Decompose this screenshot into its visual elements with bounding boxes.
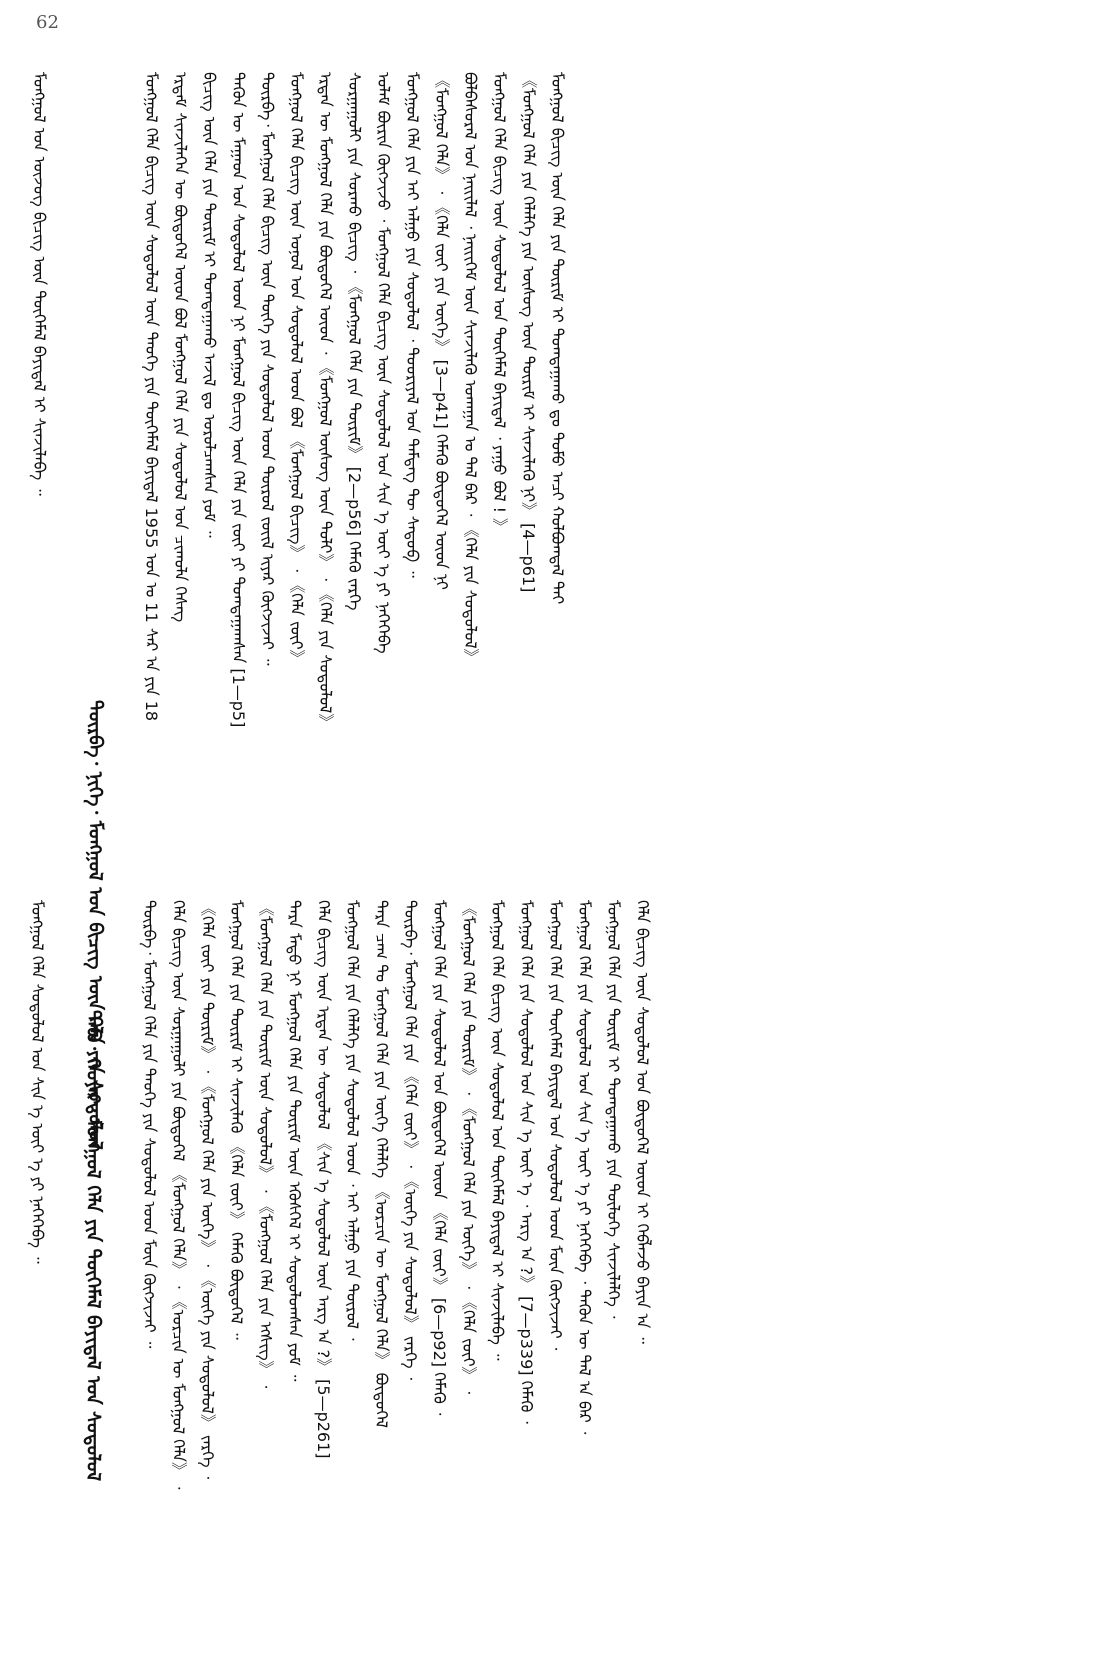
text-line: ᠮᠣᠩᠭᠣᠯ ᠬᠡᠯᠡ ᠶᠢᠨ ᠳᠦᠷᠢᠮ ᠢ ᠲᠣᠭᠲᠠᠭᠠᠬᠤ ᠶᠢᠨ ᠲᠦᠯᠦᠭᠡ ᠰᠢᠨᠵᠢᠯᠡᠯᠭᠡ ᠂ bbox=[604, 900, 623, 1319]
page-number: 62 bbox=[36, 12, 59, 33]
text-line: ᠲᠡᠭᠦᠨ ᠦ ᠮᠠᠭᠠᠳ ᠤᠨ ᠰᠤᠳᠤᠯᠤᠯ ᠤᠳ ᠨᠢ ᠮᠣᠩᠭᠣᠯ ᠪᠢᠴᠢᠭ ᠦᠨ ᠬᠡᠯᠡ ᠶᠢᠨ ᠵᠦᠢ ᠶᠢ ᠲᠣᠭᠲᠠᠭᠠᠭᠰᠠᠨ [1—p5] bbox=[229, 72, 248, 728]
text-line: 《ᠮᠣᠩᠭᠣᠯ ᠬᠡᠯᠡ》 ᠂ 《ᠬᠡᠯᠡ ᠵᠦᠢ ᠶᠢᠨ ᠦᠭᠡ》 [3—p41] ᠬᠡᠮᠡᠬᠦ ᠪᠦᠲᠦᠭᠡᠯ ᠦᠳ ᠨᠢ bbox=[432, 72, 451, 590]
text-line: ᠬᠡᠯᠡ ᠪᠢᠴᠢᠭ ᠦᠨ ᠰᠤᠷᠭᠠᠭᠤᠯᠢ ᠶᠢᠨ ᠪᠦᠲᠦᠭᠡᠯ 《ᠮᠣᠩᠭᠣᠯ ᠬᠡᠯᠡ》 ᠂ 《ᠣᠷᠴᠢᠨ ᠦ ᠮᠣᠩᠭᠣᠯ ᠬᠡᠯᠡ》 ᠂ bbox=[169, 900, 188, 1490]
text-line: ᠬᠡᠯᠡ ᠪᠢᠴᠢᠭ ᠦᠨ ᠡᠷᠲᠡᠨ ᠦ ᠰᠤᠳᠤᠯᠤᠯ 《ᠰᠢᠨ ᠡ ᠰᠤᠳᠤᠯᠤᠯ ᠦᠨ ᠠᠷᠭ ᠠ ?》 [5—p261] bbox=[314, 900, 333, 1459]
text-line: ᠳᠦᠷᠪᠡ᠂ ᠮᠣᠩᠭᠣᠯ ᠬᠡᠯᠡ ᠪᠢᠴᠢᠭ ᠦᠨ ᠲᠦᠬᠡ ᠶᠢᠨ ᠰᠤᠳᠤᠯᠤᠯ ᠤᠳ ᠲᠦᠷᠦᠯ ᠵᠦᠢᠯ ᠢᠶᠡᠷ ᠬᠥᠭᠵᠢᠵᠡᠢ ᠃ bbox=[258, 72, 277, 666]
text-line: 《ᠮᠣᠩᠭᠣᠯ ᠬᠡᠯᠡ ᠶᠢᠨ ᠳᠦᠷᠢᠮ ᠦᠨ ᠰᠤᠳᠤᠯᠤᠯ》 ᠂ 《ᠮᠣᠩᠭᠣᠯ ᠬᠡᠯᠡ ᠶᠢᠨ ᠡᠭᠰᠢᠭ》 ᠂ bbox=[256, 900, 275, 1389]
text-line: ᠡᠷᠲᠡᠨ ᠦ ᠮᠣᠩᠭᠣᠯ ᠬᠡᠯᠡ ᠶᠢᠨ ᠪᠦᠲᠦᠭᠡᠯ ᠦᠳ ᠂ 《ᠮᠣᠩᠭᠣᠯ ᠦᠰᠦᠭ ᠦᠨ ᠲᠣᠯᠢ》 ᠂ 《ᠬᠡᠯᠡ ᠶᠢᠨ ᠰᠤᠳᠤᠯᠤᠯ》 bbox=[316, 72, 335, 730]
section-heading: ᠲᠠᠪᠤ᠂ ᠬᠣᠶᠠᠷ᠂ ᠮᠣᠩᠭᠣᠯ ᠬᠡᠯᠡ ᠶᠢᠨ ᠲᠦᠭᠡᠮᠡᠯ ᠪᠠᠶᠢᠳᠠᠯ ᠤᠨ ᠰᠤᠳᠤᠯᠤᠯ bbox=[82, 1010, 104, 1482]
text-line: ᠮᠣᠩᠭᠣᠯ ᠬᠡᠯᠡ ᠪᠢᠴᠢᠭ ᠦᠨ ᠰᠤᠳᠤᠯᠤᠯ ᠦᠨ ᠲᠡᠦᠬᠡ ᠶᠢᠨ ᠲᠦᠭᠡᠮᠡᠯ ᠪᠠᠶᠢᠳᠠᠯ 1955 ᠣᠨ ᠤ 11 ᠰᠠᠷ ᠠ ᠶᠢᠨ 18 bbox=[142, 72, 161, 722]
text-line: ᠮᠣᠩᠭᠣᠯ ᠬᠡᠯᠡ ᠪᠢᠴᠢᠭ ᠦᠨ ᠣᠨᠣᠯ ᠤᠨ ᠰᠤᠳᠤᠯᠤᠯ ᠤᠳ ᠪᠣᠯ 《ᠮᠣᠩᠭᠣᠯ ᠪᠢᠴᠢᠭ》 ᠂ 《ᠬᠡᠯᠡ ᠵᠦᠢ》 bbox=[287, 72, 306, 666]
text-line: ᠪᠣᠯᠪᠠᠰᠤᠷᠠᠯ ᠤᠨ ᠨᠡᠢᠢᠯᠡᠯ ᠂ ᠨᠡᠢᠢᠭᠡᠮ ᠦᠨ ᠰᠢᠨᠵᠢᠯᠡᠬᠦ ᠤᠬᠠᠭᠠᠨ ᠤ ᠲᠠᠯ ᠪᠡᠷ ᠂ 《ᠬᠡᠯᠡ ᠶᠢᠨ ᠰᠤᠳᠤᠯᠤᠯ》 bbox=[461, 72, 480, 665]
text-line: ᠮᠣᠩᠭᠣᠯ ᠬᠡᠯᠡ ᠰᠤᠳᠤᠯᠤᠯ ᠤᠨ ᠰᠢᠨ ᠡ ᠦᠶ ᠡ ᠶᠢ ᠨᠡᠭᠡᠭᠡᠪᠡ ᠃ bbox=[28, 900, 47, 1264]
text-line: ᠡᠷᠳᠡᠮ ᠰᠢᠨᠵᠢᠯᠡᠭᠡᠨ ᠦ ᠪᠦᠲᠦᠭᠡᠯ ᠦᠳ ᠪᠣᠯ ᠮᠣᠩᠭᠣᠯ ᠬᠡᠯᠡ ᠶᠢᠨ ᠰᠤᠳᠤᠯᠤᠯ ᠤᠨ ᠴᠢᠬᠤᠯᠠ ᠬᠡᠰᠡᠭ bbox=[171, 72, 190, 623]
text-line: ᠳᠦᠷᠪᠡ᠂ ᠮᠣᠩᠭᠣᠯ ᠬᠡᠯᠡ ᠶᠢᠨ 《ᠬᠡᠯᠡ ᠵᠦᠢ》 ᠂ 《ᠦᠭᠡ ᠶᠢᠨ ᠰᠤᠳᠤᠯᠤᠯ》 ᠵᠡᠷᠭᠡ ᠂ bbox=[401, 900, 420, 1381]
text-line: ᠮᠣᠩᠭᠣᠯ ᠬᠡᠯᠡ ᠶᠢᠨ ᠳᠦᠷᠢᠮ ᠢ ᠰᠢᠨᠵᠢᠯᠡᠬᠦ 《ᠬᠡᠯᠡ ᠵᠦᠢ》 ᠬᠡᠮᠡᠬᠦ ᠪᠦᠲᠦᠭᠡᠯ ᠃ bbox=[227, 900, 246, 1340]
text-line: ᠮᠣᠩᠭᠣᠯ ᠬᠡᠯᠡ ᠪᠢᠴᠢᠭ ᠦᠨ ᠰᠤᠳᠤᠯᠤᠯ ᠤᠨ ᠲᠦᠭᠡᠮᠡᠯ ᠪᠠᠶᠢᠳᠠᠯ ᠂ ᠶᠠᠭᠤ ᠪᠣᠯ ! 》 bbox=[490, 72, 509, 535]
text-line: ᠮᠣᠩᠭᠣᠯ ᠬᠡᠯᠡ ᠶᠢᠨ ᠬᠡᠯᠡᠯᠭᠡ ᠶᠢᠨ ᠰᠤᠳᠤᠯᠤᠯ ᠤᠳ ᠂ ᠠᠶ ᠠᠯᠭᠤ ᠶᠢᠨ ᠲᠦᠷᠦᠯ ᠂ bbox=[343, 900, 362, 1341]
text-line: 《ᠮᠣᠩᠭᠣᠯ ᠬᠡᠯᠡ ᠶᠢᠨ ᠳᠦᠷᠢᠮ》 ᠂ 《ᠮᠣᠩᠭᠣᠯ ᠬᠡᠯᠡ ᠶᠢᠨ ᠦᠭᠡ》 ᠂ 《ᠬᠡᠯᠡ ᠵᠦᠢ》 ᠂ bbox=[459, 900, 478, 1395]
text-line: ᠮᠣᠩᠭᠣᠯ ᠬᠡᠯᠡ ᠶᠢᠨ ᠰᠤᠳᠤᠯᠤᠯ ᠤᠨ ᠰᠢᠨ ᠡ ᠦᠶ ᠡ ᠂ ᠠᠷᠭ ᠠ ?》 [7—p339] ᠬᠡᠮᠡᠬᠦ ᠂ bbox=[517, 900, 536, 1424]
text-line: ᠮᠣᠩᠭᠣᠯ ᠬᠡᠯᠡ ᠶᠢᠨ ᠰᠤᠳᠤᠯᠤᠯ ᠤᠨ ᠪᠦᠲᠦᠭᠡᠯ ᠦᠳ 《ᠬᠡᠯᠡ ᠵᠦᠢ》 [6—p92] ᠬᠡᠮᠡᠬᠦ ᠂ bbox=[430, 900, 449, 1416]
text-line: ᠲᠡᠷᠡ ᠴᠠᠭ ᠲᠤ ᠮᠣᠩᠭᠣᠯ ᠬᠡᠯᠡ ᠶᠢᠨ ᠦᠭᠡ ᠬᠡᠯᠡᠯᠭᠡ 《ᠣᠷᠴᠢᠨ ᠦ ᠮᠣᠩᠭᠣᠯ ᠬᠡᠯᠡ》 ᠪᠦᠲᠦᠭᠡᠯ bbox=[372, 900, 391, 1429]
text-line: ᠰᠤᠷᠭᠠᠭᠤᠯᠢ ᠶᠢᠨ ᠰᠤᠷᠬᠤ ᠪᠢᠴᠢᠭ ᠂ 《ᠮᠣᠩᠭᠣᠯ ᠬᠡᠯᠡ ᠶᠢᠨ ᠳᠦᠷᠢᠮ》 [2—p56] ᠬᠡᠮᠡᠬᠦ ᠵᠡᠷᠭᠡ bbox=[345, 72, 364, 611]
section-heading: ᠳᠦᠷᠪᠡ᠂ ᠨᠢᠭᠡ᠂ ᠮᠣᠩᠭᠣᠯ ᠤᠨ ᠪᠢᠴᠢᠭ ᠦᠨ ᠬᠡᠯᠡ ᠶᠢᠨ ᠰᠤᠳᠤᠯᠤᠯ bbox=[84, 700, 106, 1150]
text-line: ᠮᠣᠩᠭᠣᠯ ᠤᠨ ᠦᠵᠦᠭ ᠪᠢᠴᠢᠭ ᠦᠨ ᠲᠦᠭᠡᠮᠡᠯ ᠪᠠᠶᠢᠳᠠᠯ ᠢ ᠰᠢᠨᠵᠢᠯᠡᠪᠡ ᠃ bbox=[30, 72, 49, 496]
text-line: ᠳᠦᠷᠪᠡ᠂ ᠮᠣᠩᠭᠣᠯ ᠬᠡᠯᠡ ᠶᠢᠨ ᠲᠡᠦᠬᠡ ᠶᠢᠨ ᠰᠤᠳᠤᠯᠤᠯ ᠤᠳ ᠮᠥᠨ ᠬᠥᠭᠵᠢᠵᠡᠢ ᠃ bbox=[140, 900, 159, 1349]
text-line: 《ᠬᠡᠯᠡ ᠵᠦᠢ ᠶᠢᠨ ᠳᠦᠷᠢᠮ》 ᠂ 《ᠮᠣᠩᠭᠣᠯ ᠬᠡᠯᠡ ᠶᠢᠨ ᠦᠭᠡ》 ᠂ 《ᠦᠭᠡ ᠶᠢᠨ ᠰᠤᠳᠤᠯᠤᠯ》 ᠵᠡᠷᠭᠡ ᠂ bbox=[198, 900, 217, 1480]
text-line: 《ᠮᠣᠩᠭᠣᠯ ᠬᠡᠯᠡ ᠶᠢᠨ ᠬᠡᠯᠡᠯᠭᠡ ᠶᠢᠨ ᠦᠰᠦᠭ ᠦᠨ ᠳᠦᠷᠢᠮ ᠢ ᠰᠢᠨᠵᠢᠯᠡᠬᠦ ᠨᠢ》 [4—p61] bbox=[519, 72, 538, 593]
text-line: ᠮᠣᠩᠭᠣᠯ ᠬᠡᠯᠡ ᠪᠢᠴᠢᠭ ᠦᠨ ᠰᠤᠳᠤᠯᠤᠯ ᠤᠨ ᠲᠦᠭᠡᠮᠡᠯ ᠪᠠᠶᠢᠳᠠᠯ ᠢ ᠰᠢᠨᠵᠢᠯᠡᠪᠡ ᠃ bbox=[488, 900, 507, 1361]
text-line: ᠪᠢᠴᠢᠭ ᠦᠨ ᠬᠡᠯᠡ ᠶᠢᠨ ᠳᠦᠷᠢᠮ ᠢ ᠲᠣᠭᠲᠠᠭᠠᠬᠤ ᠠᠵᠢᠯ ᠳᠤ ᠣᠷᠣᠯᠴᠠᠭᠰᠠᠨ ᠶᠤᠮ ᠃ bbox=[200, 72, 219, 538]
text-line: ᠮᠣᠩᠭᠣᠯ ᠬᠡᠯᠡ ᠶᠢᠨ ᠰᠤᠳᠤᠯᠤᠯ ᠤᠨ ᠰᠢᠨ ᠡ ᠦᠶ ᠡ ᠶᠢ ᠨᠡᠭᠡᠭᠡᠪᠡ ᠂ ᠲᠡᠭᠦᠨ ᠦ ᠲᠠᠯ ᠠ ᠪᠠᠷ ᠂ bbox=[575, 900, 594, 1435]
text-line: ᠤᠯᠠᠮ ᠪᠦᠷᠢᠨ ᠬᠥᠭᠵᠢᠵᠦ ᠂ ᠮᠣᠩᠭᠣᠯ ᠬᠡᠯᠡ ᠪᠢᠴᠢᠭ ᠦᠨ ᠰᠤᠳᠤᠯᠤᠯ ᠤᠨ ᠰᠢᠨ ᠡ ᠦᠶ ᠡ ᠶᠢ ᠨᠡᠭᠡᠭᠡᠪᠡ bbox=[374, 72, 393, 654]
text-line: ᠮᠣᠩᠭᠣᠯ ᠪᠢᠴᠢᠭ ᠦᠨ ᠬᠡᠯᠡ ᠶᠢᠨ ᠳᠦᠷᠢᠮ ᠢ ᠲᠣᠭᠲᠠᠭᠠᠬᠤ ᠳᠤ ᠲᠣᠮᠤ ᠠᠴᠢ ᠬᠤᠯᠪᠤᠭᠳᠠᠯ ᠲᠠᠢ bbox=[548, 72, 567, 605]
text-line: ᠮᠣᠩᠭᠣᠯ ᠬᠡᠯᠡ ᠶᠢᠨ ᠠᠶ ᠠᠯᠭᠤ ᠶᠢᠨ ᠰᠤᠳᠤᠯᠤᠯ ᠂ ᠳᠤᠤᠷᠢᠶᠠᠯ ᠤᠨ ᠲᠡᠮᠳᠡᠭ ᠲᠦ ᠰᠡᠳᠦᠪ ᠃ bbox=[403, 72, 422, 578]
text-line: ᠬᠡᠯᠡ ᠪᠢᠴᠢᠭ ᠦᠨ ᠰᠤᠳᠤᠯᠤᠯ ᠤᠨ ᠪᠦᠲᠦᠭᠡᠯ ᠦᠳ ᠢ ᠬᠡᠪᠯᠡᠵᠦ ᠪᠠᠶᠢᠨ ᠠ ᠃ bbox=[633, 900, 652, 1344]
text-line: ᠲᠡᠷᠡ ᠮᠡᠲᠦ ᠨᠢ ᠮᠣᠩᠭᠣᠯ ᠬᠡᠯᠡ ᠶᠢᠨ ᠳᠦᠷᠢᠮ ᠦᠨ ᠡᠭᠦᠰᠬᠡᠯ ᠢ ᠰᠤᠳᠤᠯᠤᠭᠰᠠᠨ ᠶᠤᠮ ᠃ bbox=[285, 900, 304, 1382]
text-line: ᠮᠣᠩᠭᠣᠯ ᠬᠡᠯᠡ ᠶᠢᠨ ᠲᠦᠭᠡᠮᠡᠯ ᠪᠠᠶᠢᠳᠠᠯ ᠤᠨ ᠰᠤᠳᠤᠯᠤᠯ ᠤᠳ ᠮᠥᠨ ᠬᠥᠭᠵᠢᠵᠡᠢ ᠂ bbox=[546, 900, 565, 1351]
